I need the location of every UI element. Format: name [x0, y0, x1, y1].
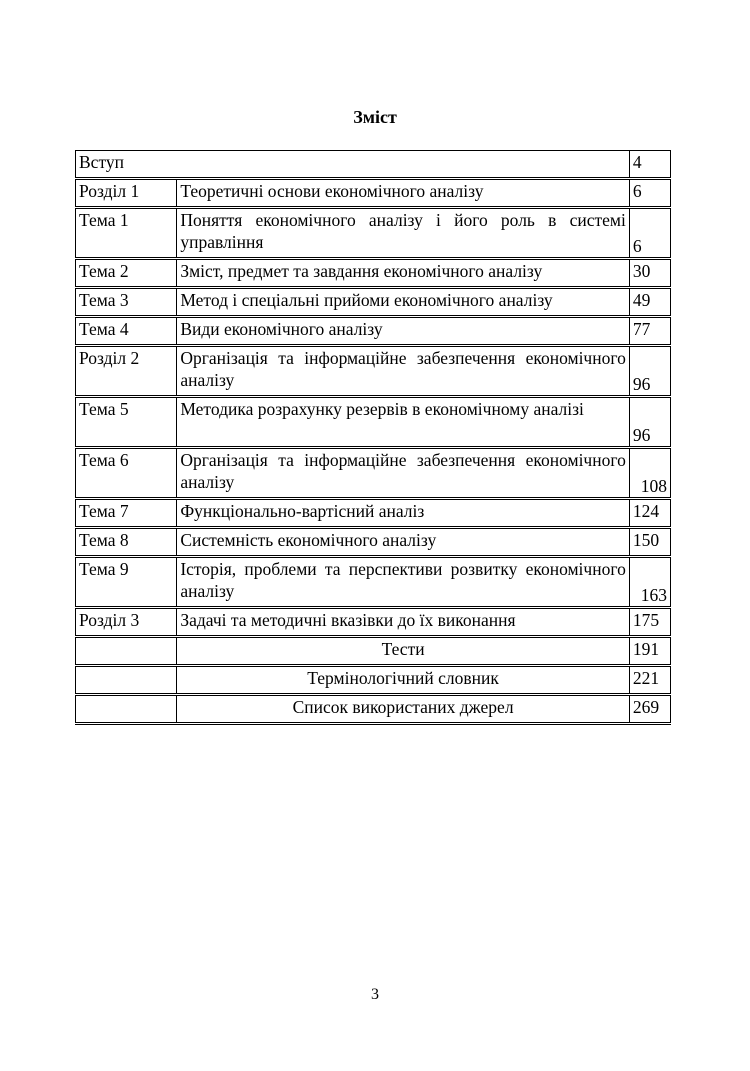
toc-row: [76, 397, 671, 448]
toc-text: Функціонально-вартісний аналіз: [177, 499, 630, 528]
table-of-contents: [75, 150, 671, 725]
toc-row: [76, 499, 671, 528]
toc-row: [76, 179, 671, 208]
toc-text: Системність економічного аналізу: [177, 528, 630, 557]
toc-page: 77: [629, 317, 670, 346]
toc-row: [76, 288, 671, 317]
toc-label: Тема 7: [76, 499, 177, 528]
toc-text: Історія, проблеми та перспективи розвитку економічного аналізу: [177, 557, 630, 608]
toc-row: [76, 259, 671, 288]
toc-page: 49: [629, 288, 670, 317]
toc-label: Тема 1: [76, 208, 177, 259]
toc-page: 96: [629, 397, 670, 448]
toc-text: Організація та інформаційне забезпечення економічного аналізу: [177, 448, 630, 499]
toc-row: [76, 695, 671, 724]
toc-label: Тема 5: [76, 397, 177, 448]
toc-page: 96: [629, 346, 670, 397]
toc-label: [76, 695, 177, 724]
toc-text: Список використаних джерел: [177, 695, 630, 724]
toc-row: [76, 208, 671, 259]
toc-row: [76, 528, 671, 557]
toc-label: Тема 8: [76, 528, 177, 557]
toc-label: Тема 6: [76, 448, 177, 499]
toc-label: Розділ 3: [76, 608, 177, 637]
toc-text: Тести: [177, 637, 630, 666]
toc-page: 108: [629, 448, 670, 499]
page-title: Зміст: [353, 107, 397, 127]
toc-row: [76, 666, 671, 695]
toc-label: [76, 666, 177, 695]
toc-label: Тема 9: [76, 557, 177, 608]
toc-row: [76, 448, 671, 499]
toc-text: Теоретичні основи економічного аналізу: [177, 179, 630, 208]
toc-text: Термінологічний словник: [177, 666, 630, 695]
page-number: 3: [371, 986, 379, 1003]
toc-page: 163: [629, 557, 670, 608]
toc-page: 191: [629, 637, 670, 666]
toc-text: Методика розрахунку резервів в економічному аналізі: [177, 397, 630, 448]
toc-row: [76, 317, 671, 346]
toc-row: [76, 557, 671, 608]
toc-text: Зміст, предмет та завдання економічного аналізу: [177, 259, 630, 288]
toc-text: Види економічного аналізу: [177, 317, 630, 346]
toc-row: [76, 608, 671, 637]
toc-text: Поняття економічного аналізу і його роль в системі управління: [177, 208, 630, 259]
toc-page: 150: [629, 528, 670, 557]
toc-label: Вступ: [76, 151, 630, 179]
toc-label: Тема 3: [76, 288, 177, 317]
toc-label: Тема 4: [76, 317, 177, 346]
toc-page: 175: [629, 608, 670, 637]
toc-page: 269: [629, 695, 670, 724]
toc-label: Тема 2: [76, 259, 177, 288]
toc-page: 6: [629, 208, 670, 259]
toc-row: [76, 346, 671, 397]
toc-row: [76, 637, 671, 666]
toc-page: 221: [629, 666, 670, 695]
toc-text: Організація та інформаційне забезпечення економічного аналізу: [177, 346, 630, 397]
toc-label: Розділ 2: [76, 346, 177, 397]
toc-page: 30: [629, 259, 670, 288]
toc-page: 6: [629, 179, 670, 208]
toc-text: Метод і спеціальні прийоми економічного аналізу: [177, 288, 630, 317]
toc-label: Розділ 1: [76, 179, 177, 208]
toc-label: [76, 637, 177, 666]
toc-text: Задачі та методичні вказівки до їх виконання: [177, 608, 630, 637]
toc-page: 4: [629, 151, 670, 179]
toc-page: 124: [629, 499, 670, 528]
toc-row-intro: [76, 151, 671, 179]
